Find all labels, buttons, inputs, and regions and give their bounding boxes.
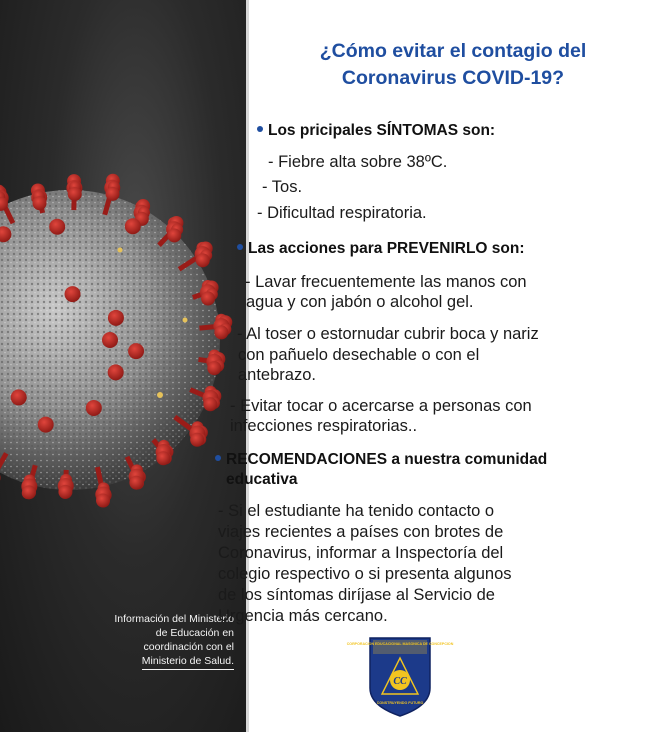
prevention-item-2-line: con pañuelo desechable o con el: [238, 346, 480, 364]
recommendation-line: de los síntomas diríjase al Servicio de: [218, 586, 495, 604]
page-title: [258, 38, 648, 92]
recommendations-heading-line2: educativa: [226, 471, 298, 488]
virus-spike: [108, 364, 124, 380]
virus-spike: [108, 310, 124, 326]
ministry-note-line4: Ministerio de Salud.: [142, 654, 234, 670]
virus-spike: [65, 286, 81, 302]
recommendations-heading: [215, 450, 547, 470]
symptoms-heading-text: Los pricipales SÍNTOMAS son:: [268, 122, 496, 139]
emblem-top-text: CORPORACION EDUCACIONAL MASONICA DE CONCEPCION: [346, 642, 454, 646]
symptoms-heading: [257, 121, 495, 141]
ministry-note: [34, 612, 234, 670]
virus-spike: [11, 389, 27, 405]
bullet-icon: [237, 244, 243, 250]
virus-spike: [128, 343, 144, 359]
ministry-note-line2: de Educación en: [155, 627, 234, 639]
symptom-item: - Dificultad respiratoria.: [257, 204, 427, 222]
recommendation-line: colegio respectivo o si presenta algunos: [218, 565, 512, 583]
bullet-icon: [215, 455, 221, 461]
virus-spike: [86, 400, 102, 416]
emblem-bottom-text: CONSTRUYENDO FUTURO: [376, 701, 424, 705]
virus-spike: [49, 219, 65, 235]
ministry-note-line3: coordinación con el: [143, 641, 234, 653]
recommendations-heading-line1: RECOMENDACIONES a nuestra comunidad: [226, 451, 548, 468]
bullet-icon: [257, 126, 263, 132]
symptom-item: - Fiebre alta sobre 38ºC.: [268, 153, 448, 171]
ministry-note-line1: Información del Ministerio: [114, 613, 234, 625]
virus-spike: [125, 218, 141, 234]
prevention-item-2-line: - Al toser o estornudar cubrir boca y nariz: [237, 325, 539, 343]
recommendation-line: - Si el estudiante ha tenido contacto o: [218, 502, 495, 520]
recommendation-line: Coronavirus, informar a Inspectoría del: [218, 544, 504, 562]
recommendation-line: viajes recientes a países con brotes de: [218, 523, 504, 541]
prevention-item-3-line: infecciones respiratorias..: [230, 417, 418, 435]
prevention-item-1-line: - Lavar frecuentemente las manos con: [245, 273, 527, 291]
prevention-heading-text: Las acciones para PREVENIRLO son:: [248, 240, 525, 257]
prevention-item-3-line: - Evitar tocar o acercarse a personas con: [230, 397, 532, 415]
prevention-item-2-line: antebrazo.: [238, 366, 316, 384]
virus-spike: [38, 417, 54, 433]
recommendation-line: Urgencia más cercano.: [218, 607, 388, 625]
prevention-item-1-line: agua y con jabón o alcohol gel.: [246, 293, 474, 311]
title-line1: ¿Cómo evitar el contagio del: [319, 40, 587, 62]
symptom-item: - Tos.: [262, 178, 303, 196]
emblem-initials: CC: [393, 676, 407, 687]
school-emblem-logo: [346, 636, 454, 718]
prevention-heading: [237, 239, 525, 259]
virus-spike: [102, 332, 118, 348]
title-line2: Coronavirus COVID-19?: [341, 67, 565, 89]
virus-image-panel: [0, 0, 246, 732]
